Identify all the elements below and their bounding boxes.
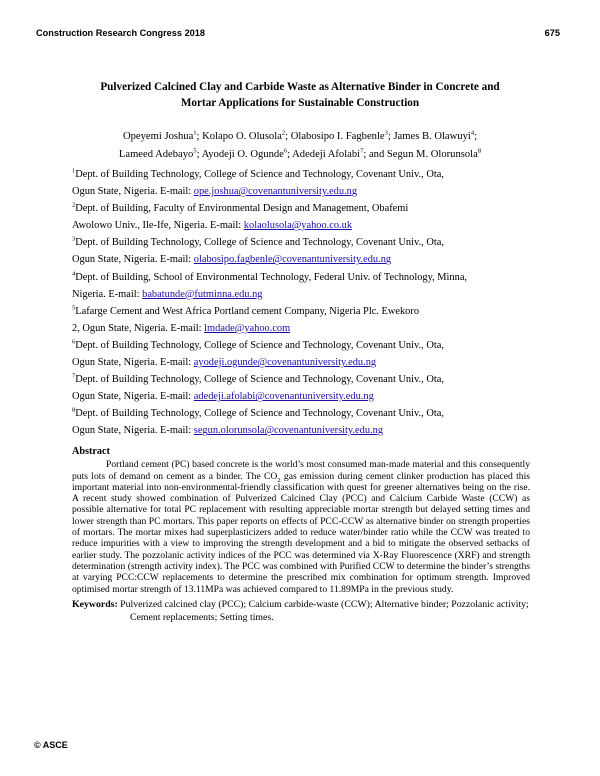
keywords-label: Keywords: <box>72 598 118 610</box>
author-sup: 3 <box>384 129 388 137</box>
running-header <box>36 28 560 38</box>
email-link[interactable]: adedeji.afolabi@covenantuniversity.edu.ng <box>193 391 374 403</box>
author-sup: 2 <box>281 129 286 137</box>
author-sup: 5 <box>193 147 197 155</box>
email-link[interactable]: olabosipo.fagbenle@covenantuniversity.edu.ng <box>193 254 392 266</box>
author-sup: 8 <box>477 147 482 155</box>
paper-title <box>60 80 540 111</box>
author-sup: 7 <box>360 147 364 155</box>
author-sup: 4 <box>470 129 475 137</box>
author-name: Lameed Adebayo <box>118 149 194 160</box>
page-number: 675 <box>544 28 560 38</box>
affiliation-5: $^5$Lafarge Cement and West Africa Portland cement Company, Nigeria Plc. Ewekoro 2, Ogun State, Nigeria. E-mail: lmdade@yahoo.com <box>72 304 420 334</box>
email-link[interactable]: segun.olorunsola@covenantuniversity.edu.ng <box>193 425 384 437</box>
affiliation-3: $^3$Dept. of Building Technology, College of Science and Technology, Covenant Univ., Ota, Ogun State, Nigeria. E-mail: olabosipo.fagbenle@covenantuniversity.edu.ng <box>72 235 444 266</box>
author-name: Kolapo O. Olusola <box>202 131 282 142</box>
email-link[interactable]: ope.joshua@covenantuniversity.edu.ng <box>193 186 358 198</box>
author-name: Ayodeji O. Ogunde <box>201 149 284 160</box>
email-link[interactable]: ayodeji.ogunde@covenantuniversity.edu.ng <box>193 357 377 369</box>
affiliation-7: $^7$Dept. of Building Technology, College of Science and Technology, Covenant Univ., Ota, Ogun State, Nigeria. E-mail: adedeji.afolabi@covenantuniversity.edu.ng <box>72 372 444 403</box>
title-line-1: Pulverized Calcined Clay and Carbide Waste as Alternative Binder in Concrete and <box>100 81 500 93</box>
affiliation-8: $^8$Dept. of Building Technology, College of Science and Technology, Covenant Univ., Ota, Ogun State, Nigeria. E-mail: segun.olorunsola@covenantuniversity.edu.ng <box>72 406 444 437</box>
affiliation-1: $^1$Dept. of Building Technology, College of Science and Technology, Covenant Univ., Ota, Ogun State, Nigeria. E-mail: ope.joshua@covenantuniversity.edu.ng <box>72 167 444 198</box>
keywords-text: Pulverized calcined clay (PCC); Calcium carbide-waste (CCW); Alternative binder; Pozzolanic activity; Cement replacements; Setting times. <box>117 598 529 623</box>
email-link[interactable]: babatunde@futminna.edu.ng <box>142 288 263 300</box>
affiliation-6: $^6$Dept. of Building Technology, College of Science and Technology, Covenant Univ., Ota, Ogun State, Nigeria. E-mail: ayodeji.ogunde@covenantuniversity.edu.ng <box>72 338 444 369</box>
email-link[interactable]: kolaolusola@yahoo.co.uk <box>243 220 353 232</box>
author-sup: 6 <box>283 147 288 155</box>
copyright-footer: © ASCE <box>34 740 68 750</box>
author-name: Adedeji Afolabi <box>292 149 361 160</box>
author-line-1: Opeyemi Joshua$^1$; Kolapo O. Olusola$^2$; Olabosipo I. Fagbenle$^3$; James B. Olawuyi$^4$; <box>122 129 478 142</box>
abstract-section <box>72 446 530 624</box>
title-line-2: Mortar Applications for Sustainable Construction <box>180 96 420 109</box>
affiliation-2: $^2$Dept. of Building, Faculty of Environmental Design and Management, Obafemi Awolowo Univ., Ile-Ife, Nigeria. E-mail: kolaolusola@yahoo.co.uk <box>72 201 409 232</box>
abstract-body: Portland cement (PC) based concrete is the world’s most consumed man-made material and this consequently puts lots of demand on cement as a binder. The $CO_2$ gas emission during cement clinker production has placed this important material into non-environmental-friendly classification with quest for greener alternatives being on the rise. A recent study showed combination of Pulverized Calcined Clay (PCC) and Calcium Carbide Waste (CCW) as possible alternative for total PC replacement with resulting appreciable mortar strength but delayed setting times and lower strength than PC mortars. This paper reports on effects of PCC-CCW as alternative binder on strength properties of mortars. The mortar mixes had superplasticizers added to reduce water/binder ratio while the CCW was treated to reduce impurities with a view to improving the strength development and a bid to mitigate the observed setbacks of earlier study. The pozzolanic activity indices of the PCC was determined via X-Ray Fluorescence (XRF) and strength determination (strength activity index). The PCC was combined with Purified CCW to determine the binder’s strengths at varying PCC:CCW replacements to determine the prescribed mix combination for optimum strength. Improved optimised mortar strength of 13.11MPa was achieved compared to 11.89MPa in the previous study. <box>72 459 530 595</box>
affiliations <box>72 166 530 440</box>
author-list <box>60 128 540 164</box>
abstract-heading: Abstract <box>72 446 110 457</box>
email-link[interactable]: lmdade@yahoo.com <box>204 322 291 334</box>
keywords <box>72 598 530 624</box>
author-name: Olabosipo I. Fagbenle <box>290 131 385 142</box>
author-sup: 1 <box>193 129 197 137</box>
author-name: Opeyemi Joshua <box>122 131 194 142</box>
author-name: James B. Olawuyi <box>393 131 471 142</box>
conference-name: Construction Research Congress 2018 <box>36 28 206 38</box>
affiliation-4: $^4$Dept. of Building, School of Environmental Technology, Federal Univ. of Technology, Minna, Nigeria. E-mail: babatunde@futminna.edu.ng <box>72 270 468 300</box>
author-line-2: Lameed Adebayo$^5$; Ayodeji O. Ogunde$^6$; Adedeji Afolabi$^7$; and Segun M. Olorunsola$^8$ <box>118 147 482 160</box>
author-name: Segun M. Olorunsola <box>386 149 478 160</box>
